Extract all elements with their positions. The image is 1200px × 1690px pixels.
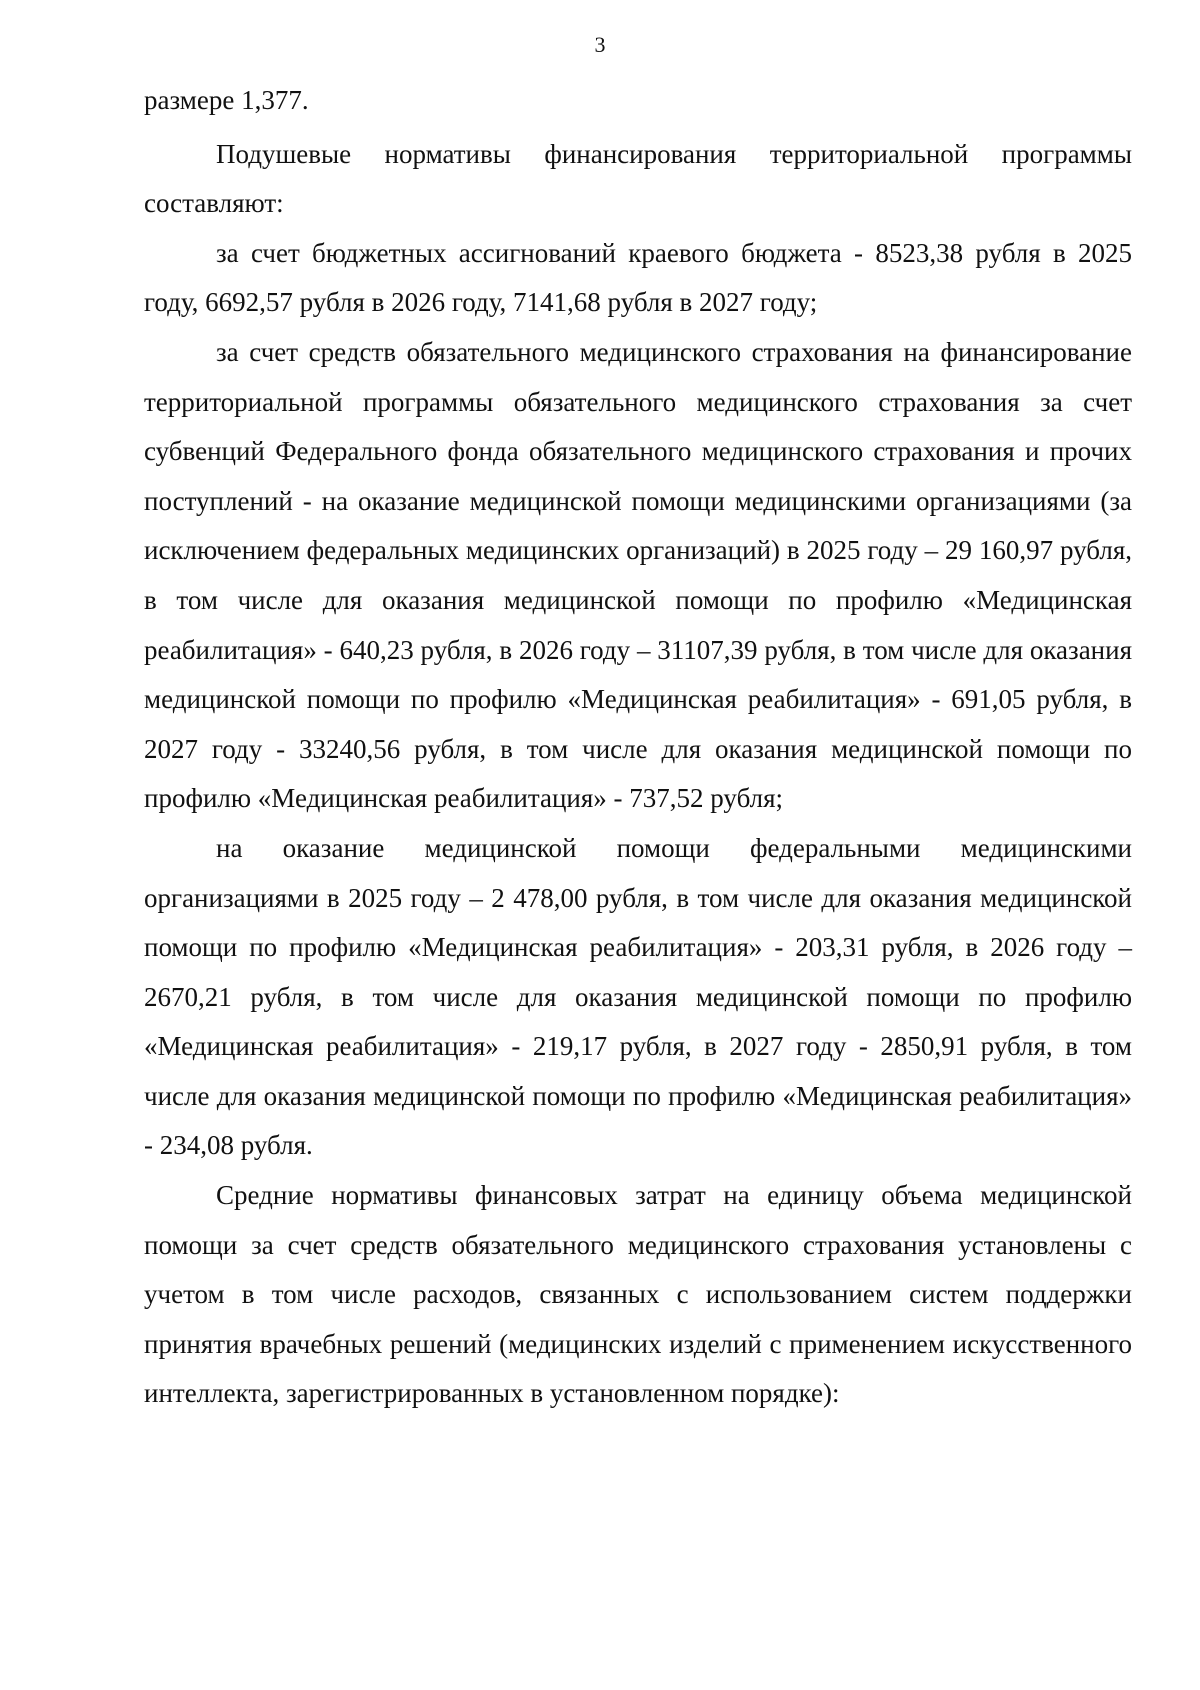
- paragraph-regional-budget: за счет бюджетных ассигнований краевого бюджета - 8523,38 рубля в 2025 году, 6692,57 рубля в 2026 году, 7141,68 рубля в 2027 году;: [144, 237, 1132, 318]
- paragraph-compulsory-insurance: за счет средств обязательного медицинского страхования на финансирование территориальной программы обязательного медицинского страхования за счет субвенций Федерального фонда обязательного медицинского страхования и прочих поступлений - на оказание медицинской помощи медицинскими организациями (за исключением федеральных медицинских организаций) в 2025 году – 29 160,97 рубля, в том числе для оказания медицинской помощи по профилю «Медицинская реабилитация» - 640,23 рубля, в 2026 году – 31107,39 рубля, в том числе для оказания медицинской помощи по профилю «Медицинская реабилитация» - 691,05 рубля, в 2027 году - 33240,56 рубля, в том числе для оказания медицинской помощи по профилю «Медицинская реабилитация» - 737,52 рубля;: [144, 336, 1132, 814]
- paragraph-average-cost-standards: Средние нормативы финансовых затрат на единицу объема медицинской помощи за счет средств обязательного медицинского страхования установлены с учетом в том числе расходов, связанных с использованием систем поддержки принятия врачебных решений (медицинских изделий с применением искусственного интеллекта, зарегистрированных в установленном порядке):: [144, 1180, 1132, 1409]
- page-number: 3: [594, 32, 606, 57]
- paragraph-federal-organizations: на оказание медицинской помощи федеральными медицинскими организациями в 2025 году – 2 478,00 рубля, в том числе для оказания медицинской помощи по профилю «Медицинская реабилитация» - 203,31 рубля, в 2026 году – 2670,21 рубля, в том числе для оказания медицинской помощи по профилю «Медицинская реабилитация» - 219,17 рубля, в 2027 году - 2850,91 рубля, в том числе для оказания медицинской помощи по профилю «Медицинская реабилитация» - 234,08 рубля.: [144, 832, 1132, 1161]
- document-body: [144, 76, 1132, 1419]
- paragraph-continuation: размере 1,377.: [144, 85, 309, 115]
- paragraph-per-capita-standards-intro: Подушевые нормативы финансирования территориальной программы составляют:: [144, 138, 1132, 219]
